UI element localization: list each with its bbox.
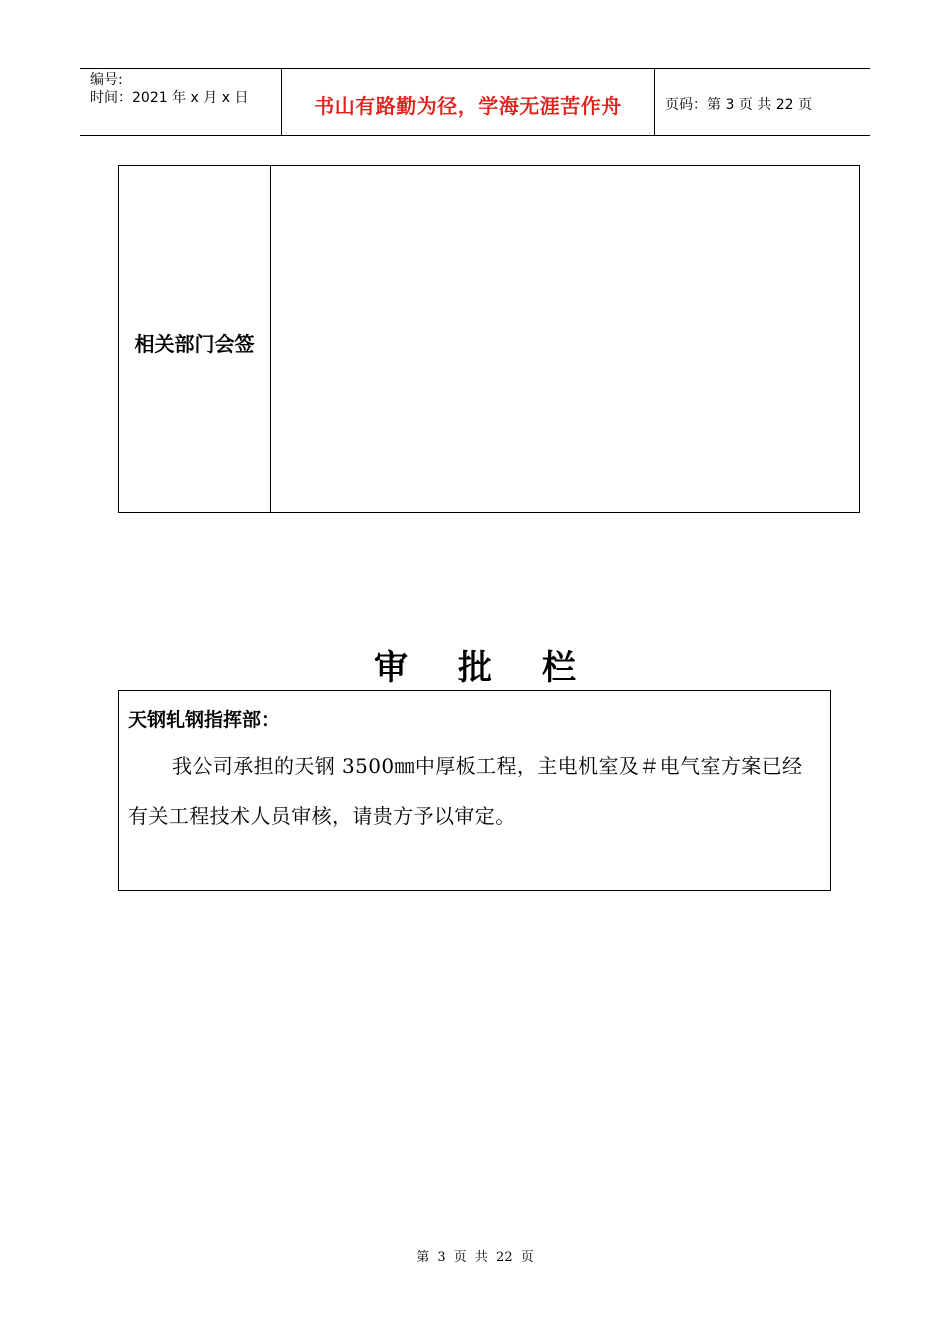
page-header (80, 68, 870, 136)
date-line: 时间：2021 年 x 月 x 日 (90, 90, 249, 106)
sign-off-table (118, 165, 860, 513)
sign-off-value (271, 166, 859, 512)
approval-box (118, 690, 831, 891)
page-footer: 第 3 页 共 22 页 (416, 1250, 534, 1265)
header-motto: 书山有路勤为径，学海无涯苦作舟 (282, 69, 655, 135)
approval-addressee: 天钢轧钢指挥部： (128, 709, 281, 731)
sign-off-label: 相关部门会签 (119, 166, 271, 512)
header-meta (80, 69, 282, 135)
approval-title: 审批栏 (374, 648, 626, 688)
header-page-info: 页码：第 3 页 共 22 页 (665, 97, 812, 113)
serial-label: 编号: (90, 72, 123, 88)
approval-body: 我公司承担的天钢 3500㎜中厚板工程，主电机室及＃电气室方案已经有关工程技术人员审核，请贵方予以审定。 (128, 754, 803, 828)
